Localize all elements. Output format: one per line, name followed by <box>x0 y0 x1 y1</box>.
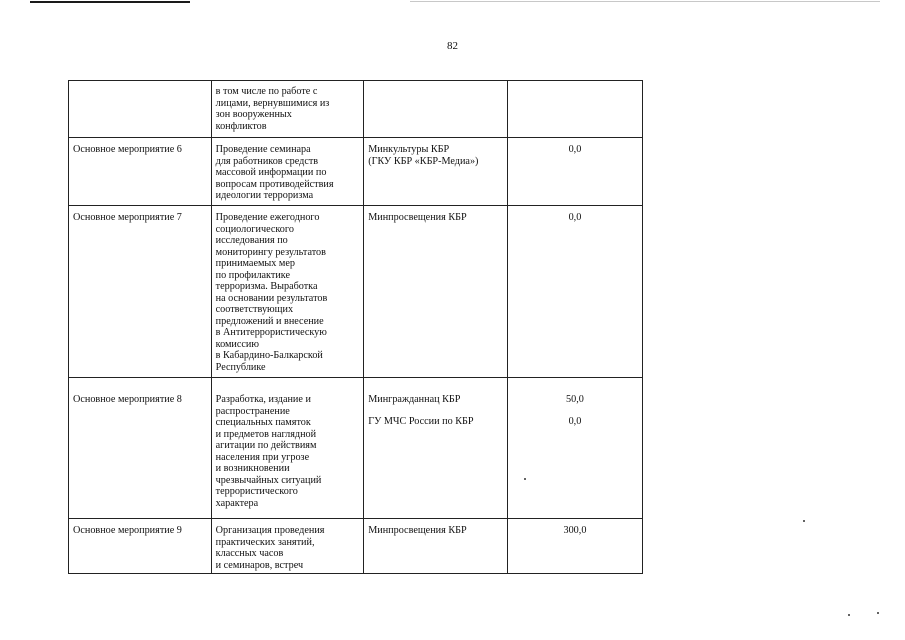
description-cell <box>211 519 364 574</box>
table-row <box>69 378 643 519</box>
executor-cell <box>364 519 508 574</box>
executor-line: Минпросвещения КБР <box>368 525 467 536</box>
description-cell <box>211 206 364 378</box>
amount-cell <box>507 519 642 574</box>
description-cell <box>211 81 364 138</box>
description-line: практических занятий, <box>215 536 315 548</box>
table-row <box>69 519 643 574</box>
amount-value: 300,0 <box>563 525 587 536</box>
executor-line: ГУ МЧС России по КБР <box>368 415 474 427</box>
description-line: агитации по действиям <box>215 440 317 451</box>
description-line: конфликтов <box>215 120 267 132</box>
description-line: мониторингу результатов <box>215 246 326 258</box>
amount-cell <box>507 206 642 378</box>
description-cell <box>211 138 364 206</box>
description-line: принимаемых мер <box>215 258 295 269</box>
scan-edge-right <box>410 1 880 2</box>
amount-value: 0,0 <box>568 415 582 427</box>
line-gap <box>368 406 503 416</box>
description-line: комиссию <box>215 338 259 350</box>
amount-cell <box>507 378 642 519</box>
executor-line: Минпросвещения КБР <box>368 212 467 223</box>
amount-cell <box>507 81 642 138</box>
executor-cell <box>364 81 508 138</box>
description-line: массовой информации по <box>215 167 327 178</box>
description-line: терроризма. Выработка <box>215 281 318 292</box>
event-label: Основное мероприятие 8 <box>73 394 182 405</box>
event-label: Основное мероприятие 6 <box>73 144 182 155</box>
event-cell <box>69 378 212 519</box>
description-line: предложений и внесение <box>215 315 324 327</box>
description-line: Разработка, издание и <box>215 394 311 405</box>
description-line: населения при угрозе <box>215 451 310 463</box>
description-line: чрезвычайных ситуаций <box>215 474 322 486</box>
description-line: классных часов <box>215 548 284 559</box>
description-line: вопросам противодействия <box>215 178 334 190</box>
description-line: распространение <box>215 405 290 417</box>
event-cell <box>69 519 212 574</box>
description-line: Организация проведения <box>215 525 325 536</box>
description-line: исследования по <box>215 235 288 246</box>
scan-speck <box>803 520 805 522</box>
description-line: и возникновении <box>215 463 290 474</box>
description-line: для работников средств <box>215 155 319 167</box>
executor-cell <box>364 206 508 378</box>
scan-speck <box>877 612 879 614</box>
table-row <box>69 138 643 206</box>
line-gap <box>512 406 638 416</box>
description-line: на основании результатов <box>215 292 328 304</box>
amount-value: 0,0 <box>568 212 582 223</box>
description-line: в Антитеррористическую <box>215 327 327 338</box>
table-row <box>69 206 643 378</box>
description-cell <box>211 378 364 519</box>
description-line: в Кабардино-Балкарской <box>215 350 323 361</box>
description-line: Республике <box>215 361 266 373</box>
amount-value: 50,0 <box>566 394 584 405</box>
page-number: 82 <box>447 40 458 52</box>
description-line: зон вооруженных <box>215 109 292 120</box>
executor-line: Минкультуры КБР <box>368 144 450 155</box>
amount-cell <box>507 138 642 206</box>
description-line: идеологии терроризма <box>215 190 314 201</box>
description-line: специальных памяток <box>215 417 311 428</box>
event-cell <box>69 138 212 206</box>
event-label: Основное мероприятие 9 <box>73 525 182 536</box>
description-line: террористического <box>215 486 298 497</box>
description-line: Проведение ежегодного <box>215 212 320 223</box>
executor-line: (ГКУ КБР «КБР-Медиа») <box>368 155 479 167</box>
description-line: Проведение семинара <box>215 144 311 155</box>
event-cell <box>69 81 212 138</box>
description-line: и предметов наглядной <box>215 428 317 440</box>
description-line: соответствующих <box>215 304 294 315</box>
program-table <box>68 80 643 574</box>
executor-cell <box>364 138 508 206</box>
description-line: лицами, вернувшимися из <box>215 97 330 109</box>
description-line: и семинаров, встреч <box>215 559 304 571</box>
description-line: по профилактике <box>215 269 290 281</box>
description-line: характера <box>215 497 259 509</box>
description-line: в том числе по работе с <box>215 86 318 97</box>
description-line: социологического <box>215 223 294 235</box>
executor-cell <box>364 378 508 519</box>
event-label: Основное мероприятие 7 <box>73 212 182 223</box>
table-row <box>69 81 643 138</box>
event-cell <box>69 206 212 378</box>
scan-edge-left <box>30 1 190 3</box>
scan-speck <box>848 614 850 616</box>
executor-line: Мингражданнац КБР <box>368 394 461 405</box>
scan-speck <box>524 478 526 480</box>
amount-value: 0,0 <box>568 144 582 155</box>
